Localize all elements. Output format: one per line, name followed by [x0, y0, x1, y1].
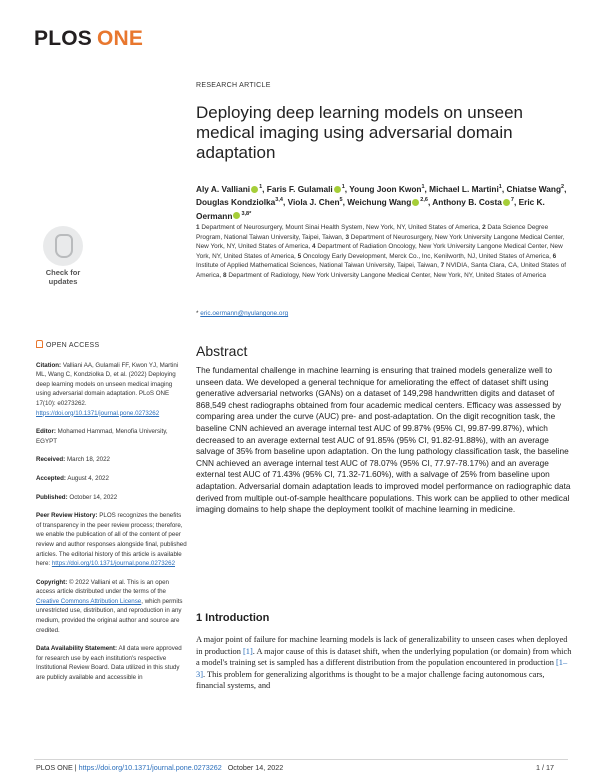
email-marker: * — [196, 310, 199, 317]
author-name[interactable]: Anthony B. Costa — [432, 197, 502, 208]
check-line-2: updates — [48, 277, 78, 286]
affiliation-text: Department of Radiation Oncology, New York University Langone Medical Center, New York, NY, United States of America, — [196, 243, 563, 260]
intro-part-3: . This problem for generalizing algorithms is thought to be a major challenge facing autonomous cars, financial systems, and — [196, 669, 545, 691]
copyright-text-b: , which permits unrestricted use, distribution, and reproduction in any medium, provided the original author and source are credited. — [36, 597, 183, 634]
copyright-label: Copyright: — [36, 578, 68, 586]
introduction-heading: 1 Introduction — [196, 612, 270, 624]
author-name[interactable]: Aly A. Valliani — [196, 183, 251, 194]
author-name[interactable]: Young Joon Kwon — [349, 183, 422, 194]
logo-one-text: ONE — [96, 27, 144, 50]
check-for-updates-text — [40, 268, 86, 286]
author-affiliation-number: 7 — [510, 197, 514, 204]
intro-part-1: A major point of failure for machine learning models is lack of generalizability to unseen cases when deployed in production — [196, 635, 568, 656]
author-affiliation-number: 1 — [498, 184, 502, 190]
accepted-label: Accepted: — [36, 474, 66, 482]
article-type-label: RESEARCH ARTICLE — [196, 82, 271, 89]
page-number: 1 / 17 — [536, 763, 554, 772]
footer-divider — [34, 759, 568, 760]
open-lock-icon — [36, 340, 43, 348]
check-for-updates-icon — [43, 226, 83, 266]
data-availability-block — [36, 644, 188, 682]
affiliation-number: 1 — [196, 224, 200, 231]
affiliation-number: 5 — [297, 252, 302, 260]
reference-link-2[interactable]: [1–3] — [196, 658, 568, 679]
author-list: Aly A. Valliani $^1$, Faris F. Gulamali $^1$, Young Joon Kwon$^1$, Michael L. Martini$^1$, Chiatse Wang$^2$, Douglas Kondziolka$^{3,4}$, Viola J. Chen$^5$, Weichung Wang $^{2,6}$, Anthony B. Costa $^7$, Eric K. Oermann $^{3,8*}$ — [196, 183, 567, 221]
affiliation-text: Department of Neurosurgery, New York University Langone Medical Center, New York, NY, United States of America, — [196, 233, 565, 251]
editor-block — [36, 427, 188, 446]
accepted-block — [36, 474, 188, 484]
corresponding-email — [196, 310, 288, 317]
footer-journal: PLOS ONE — [36, 763, 73, 772]
author-affiliation-number: 1 — [341, 184, 345, 190]
editor-label: Editor: — [36, 428, 56, 436]
logo-plos-text: PLOS — [34, 27, 92, 50]
author-name[interactable]: Eric K. Oermann — [196, 197, 545, 221]
license-link[interactable]: Creative Commons Attribution License — [36, 597, 142, 605]
check-line-1: Check for — [45, 268, 81, 277]
received-date: March 18, 2022 — [66, 456, 110, 464]
copyright-block — [36, 578, 188, 636]
orcid-icon[interactable] — [251, 186, 258, 193]
author-name[interactable]: Douglas Kondziolka — [196, 197, 276, 208]
author-affiliation-number: 2 — [561, 184, 565, 190]
affiliation-number: 7 — [440, 262, 445, 270]
affiliations — [196, 223, 574, 281]
intro-part-2: . A major cause of this is dataset shift, when the underlying population (or domain) from which a model's training set is sampled has a different distribution from the population encountered in production — [196, 646, 572, 668]
affiliation-number: 6 — [552, 252, 557, 260]
accepted-date: August 4, 2022 — [67, 474, 109, 482]
orcid-icon[interactable] — [233, 212, 240, 219]
footer-doi-link[interactable]: https://doi.org/10.1371/journal.pone.0273262 — [78, 763, 222, 772]
author-name[interactable]: Chiatse Wang — [506, 183, 562, 194]
article-info-sidebar — [36, 340, 188, 692]
author-affiliation-number: 1 — [259, 184, 263, 190]
orcid-icon[interactable] — [334, 186, 341, 193]
affiliation-number: 8 — [223, 271, 227, 279]
footer-date: October 14, 2022 — [227, 763, 284, 772]
page-footer — [36, 763, 283, 772]
journal-logo[interactable] — [34, 27, 143, 51]
abstract-heading: Abstract — [196, 343, 248, 359]
citation-label: Citation: — [36, 361, 62, 369]
published-label: Published: — [36, 493, 68, 501]
received-label: Received: — [36, 456, 66, 464]
citation-text: Valliani AA, Gulamali FF, Kwon YJ, Martini ML, Wang C, Kondziolka D, et al. (2022) Deploying deep learning models on unseen medical imaging using adversarial domain adaptation. PLoS ONE 17(10): e0273262. — [36, 361, 179, 407]
affiliation-number: 4 — [312, 243, 316, 251]
citation-doi-link[interactable]: https://doi.org/10.1371/journal.pone.0273262 — [36, 409, 160, 417]
author-name[interactable]: Michael L. Martini — [429, 183, 499, 194]
email-link[interactable]: eric.oermann@nyulangone.org — [200, 310, 289, 317]
peer-review-text: PLOS recognizes the benefits of transparency in the peer review process; therefore, we enable the publication of all of the content of peer review and author responses alongside final, published articles. The editorial history of this article is available here: — [36, 512, 187, 568]
abstract-text: The fundamental challenge in machine learning is ensuring that trained models generalize well to unseen data. We developed a general technique for ameliorating the effect of dataset shift using generative adversarial networks (GANs) on a dataset of 149,298 handwritten digits and dataset of 868,549 chest radiographs obtained from four academic medical centers. Efficacy was assessed by comparing area under the curve (AUC) pre- and post-adaptation. On the digit recognition task, the baseline CNN achieved an average internal test AUC of 99.87% (95% CI, 99.87-99.87%), which decreased to an average external test AUC of 91.85% (95% CI, 91.82-91.88%), with an average salvage of 35% from baseline upon adaptation. On the lung pathology classification task, the baseline CNN achieved an average internal test AUC of 78.07% (95% CI, 77.97-78.17%) and an average external test AUC of 71.43% (95% CI, 71.32-71.60%), with a salvage of 25% from baseline upon adaptation. Adversarial domain adaptation leads to improved model performance on radiographic data derived from multiple out-of-sample healthcare populations. This work can be applied to other medical imaging domains to help shape the deployment toolkit of machine learning in medicine. — [196, 365, 571, 515]
open-access-text: OPEN ACCESS — [46, 342, 100, 349]
footer-separator: | — [72, 763, 79, 772]
affiliation-number: 2 — [482, 224, 486, 231]
author-name[interactable]: Viola J. Chen — [287, 197, 340, 208]
data-availability-text: All data were approved for research use by each institution's respective Institutional Review Board. Data utilized in this study are publicly available and accessible in — [36, 645, 182, 682]
reference-link-1[interactable]: [1] — [243, 646, 253, 656]
data-availability-label: Data Availability Statement: — [36, 645, 118, 653]
open-access-label — [36, 340, 188, 351]
peer-review-link[interactable]: https://doi.org/10.1371/journal.pone.0273262 — [51, 560, 176, 568]
introduction-text — [196, 634, 574, 692]
affiliation-text: NVIDIA, Santa Clara, CA, United States of America, — [196, 262, 567, 279]
received-block — [36, 455, 188, 465]
author-name[interactable]: Weichung Wang — [347, 197, 412, 208]
published-date: October 14, 2022 — [69, 493, 118, 501]
editor-text: Mohamed Hammad, Menofia University, EGYPT — [36, 428, 168, 445]
author-affiliation-number: 3,4 — [275, 197, 283, 204]
affiliation-text: Institute of Applied Mathematical Sciences, National Taiwan University, Taipei, Taiwan, — [196, 262, 439, 270]
author-affiliation-number: 5 — [339, 197, 343, 204]
peer-review-block — [36, 511, 188, 569]
author-affiliation-number: 1 — [421, 184, 425, 190]
affiliation-number: 3 — [345, 233, 349, 241]
published-block — [36, 493, 188, 503]
orcid-icon[interactable] — [503, 199, 510, 206]
check-for-updates-badge[interactable] — [40, 226, 86, 286]
affiliation-text: Department of Neurosurgery, Mount Sinai Health System, New York, NY, United States of America, — [201, 224, 481, 231]
affiliation-text: Department of Radiology, New York University Langone Medical Center, New York, NY, United States of America — [228, 271, 547, 279]
author-affiliation-number: 3,8* — [241, 210, 252, 217]
author-name[interactable]: Faris F. Gulamali — [266, 183, 333, 194]
peer-review-label: Peer Review History: — [36, 512, 98, 520]
article-title: Deploying deep learning models on unseen medical imaging using adversarial domain adaptation — [196, 103, 524, 162]
affiliation-text: Data Science Degree Program, National Taiwan University, Taipei, Taiwan, — [196, 224, 549, 241]
copyright-text-a: © 2022 Valliani et al. This is an open access article distributed under the terms of the — [36, 578, 169, 596]
affiliation-text: Oncology Early Development, Merck Co., Inc, Kenilworth, NJ, United States of America, — [302, 252, 551, 260]
citation-block — [36, 361, 188, 419]
author-affiliation-number: 2,6 — [420, 197, 428, 204]
orcid-icon[interactable] — [412, 199, 419, 206]
